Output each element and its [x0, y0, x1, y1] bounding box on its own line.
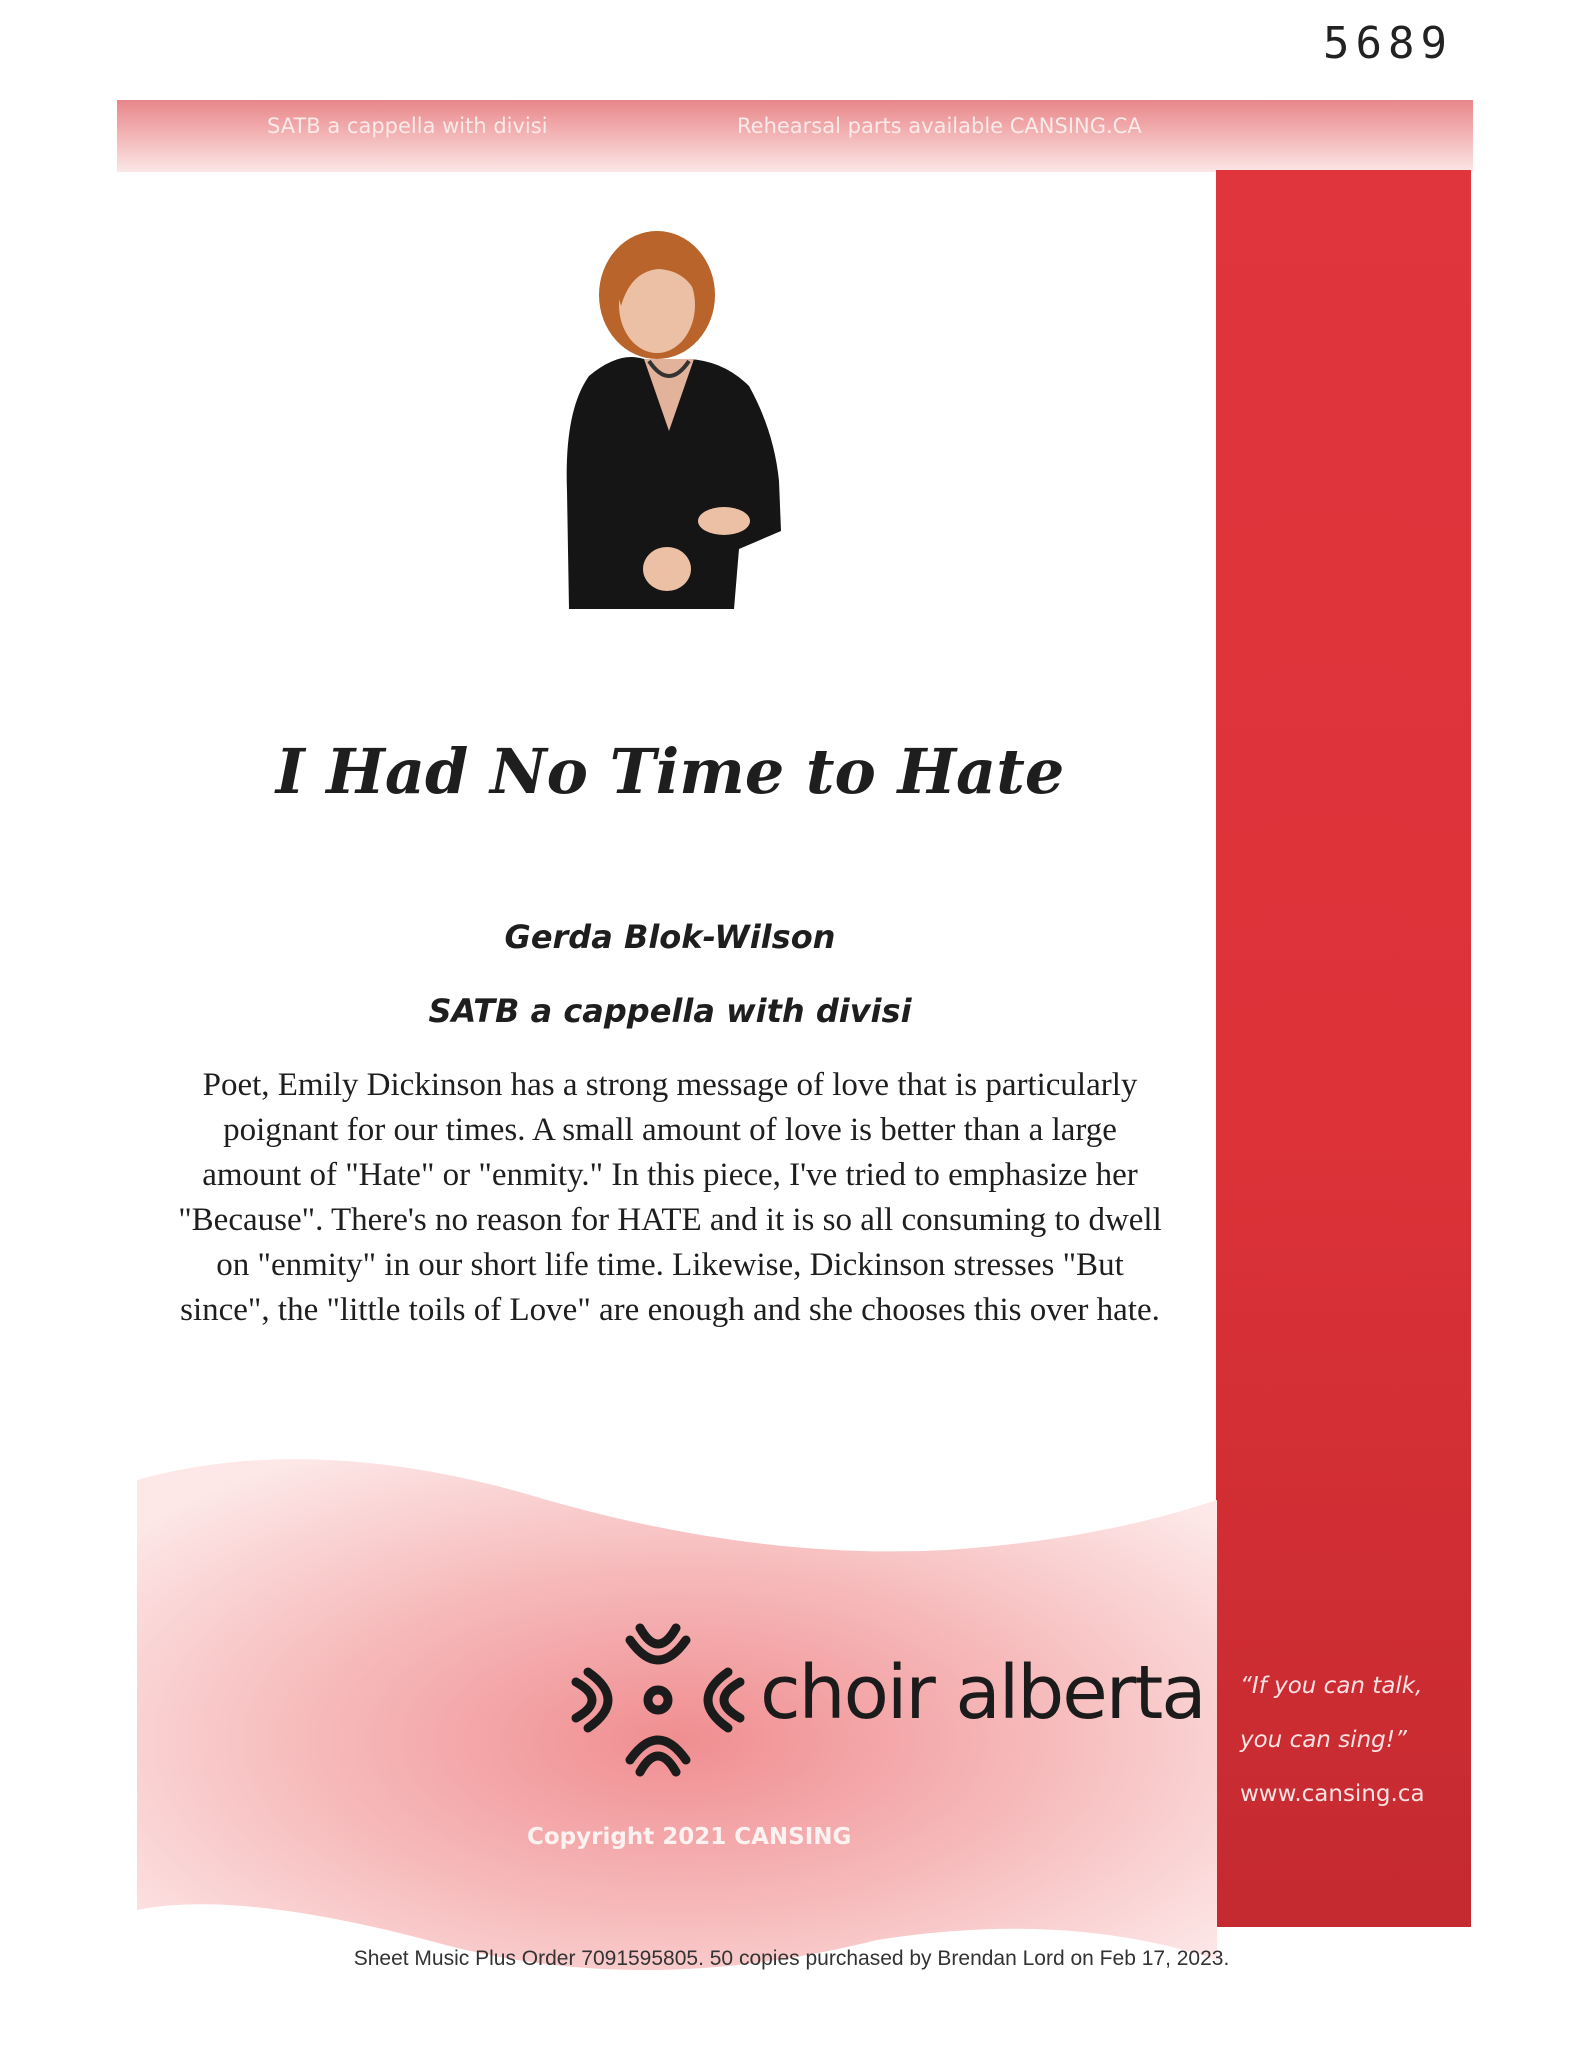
- top-banner: [117, 100, 1473, 172]
- choir-alberta-wordmark: choir alberta: [760, 1650, 1205, 1736]
- page-number: 5689: [1323, 18, 1453, 69]
- choir-alberta-logo: [568, 1620, 1228, 1780]
- composer-name: Gerda Blok-Wilson: [504, 918, 836, 956]
- voicing-label: SATB a cappella with divisi: [428, 992, 912, 1030]
- piece-description: Poet, Emily Dickinson has a strong message of love that is particularly poignant for our times. A small amount of love is better than a large amount of "Hate" or "enmity." In this piece, I've tried to emphasize her "Because". There's no reason for HATE and it is so all consuming to dwell on "enmity" in our short life time. Likewise, Dickinson stresses "But since", the "little toils of Love" are enough and she chooses this over hate.: [178, 1067, 1162, 1328]
- banner-voicing-text: SATB a cappella with divisi: [267, 114, 548, 138]
- choir-alberta-emblem-icon: [568, 1620, 748, 1780]
- tagline-line-2: you can sing!”: [1240, 1727, 1407, 1753]
- website-link[interactable]: www.cansing.ca: [1240, 1781, 1425, 1807]
- red-side-column: [1216, 170, 1471, 1927]
- tagline-line-1: “If you can talk,: [1240, 1673, 1423, 1699]
- order-footer: Sheet Music Plus Order 7091595805. 50 copies purchased by Brendan Lord on Feb 17, 2023.: [353, 1947, 1230, 1970]
- piece-title: I Had No Time to Hate: [275, 735, 1065, 808]
- composer-photo: [549, 231, 789, 609]
- banner-rehearsal-text: Rehearsal parts available CANSING.CA: [737, 114, 1142, 138]
- copyright-notice: Copyright 2021 CANSING: [527, 1824, 852, 1850]
